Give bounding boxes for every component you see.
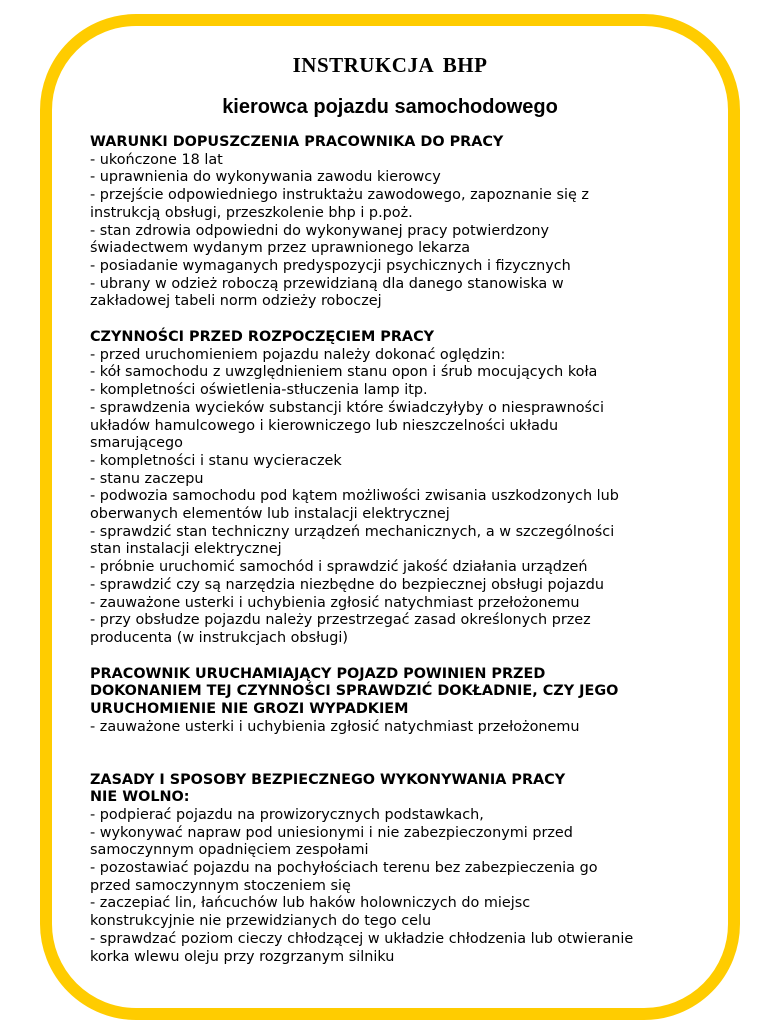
section-heading: WARUNKI DOPUSZCZENIA PRACOWNIKA DO PRACY [90,134,504,150]
section-heading: NIE WOLNO: [90,789,190,806]
text-line: stan instalacji elektrycznej [90,541,282,558]
document-title: INSTRUKCJA BHP [292,53,488,77]
text-line: oberwanych elementów lub instalacji elektrycznej [90,506,450,523]
section-heading: DOKONANIEM TEJ CZYNNOŚCI SPRAWDZIĆ DOKŁADNIE, CZY JEGO [90,683,619,700]
text-line: przed samoczynnym stoczeniem się [90,877,351,894]
text-line: samoczynnym opadnięciem zespołami [90,842,369,859]
text-line: - uprawnienia do wykonywania zawodu kierowcy [90,169,441,186]
text-line: - ukończone 18 lat [90,151,223,168]
text-line: - podpierać pojazdu na prowizorycznych podstawkach, [90,806,484,823]
section-before-work [90,329,690,648]
text-line: korka wlewu oleju przy rozgrzanym silniku [90,948,395,965]
text-line: - posiadanie wymaganych predyspozycji psychicznych i fizycznych [90,257,571,274]
text-line: - zauważone usterki i uchybienia zgłosić natychmiast przełożonemu [90,594,580,611]
section-safe-work-rules [90,772,690,967]
text-line: smarującego [90,435,183,452]
text-line: układów hamulcowego i kierowniczego lub nieszczelności układu [90,417,559,434]
section-heading: CZYNNOŚCI PRZED ROZPOCZĘCIEM PRACY [90,329,435,346]
text-line: konstrukcyjnie nie przewidzianych do tego celu [90,913,432,930]
section-starting-vehicle [90,666,690,737]
text-line: - ubrany w odzież roboczą przewidzianą dla danego stanowiska w [90,275,564,292]
section-heading: URUCHOMIENIE NIE GROZI WYPADKIEM [90,701,409,718]
text-line: - próbnie uruchomić samochód i sprawdzić jakość działania urządzeń [90,559,588,576]
text-line: - wykonywać napraw pod uniesionymi i nie zabezpieczonymi przed [90,824,573,841]
text-line: świadectwem wydanym przez uprawnionego lekarza [90,240,471,257]
text-line: - przed uruchomieniem pojazdu należy dokonać oględzin: [90,346,506,363]
section-admission-conditions [90,134,690,311]
section-heading: PRACOWNIK URUCHAMIAJĄCY POJAZD POWINIEN PRZED [90,665,546,682]
text-line: - pozostawiać pojazdu na pochyłościach terenu bez zabezpieczenia go [90,860,598,877]
text-line: producenta (w instrukcjach obsługi) [90,629,349,646]
text-line: - przejście odpowiedniego instruktażu zawodowego, zapoznanie się z [90,187,589,204]
text-line: - zaczepiać lin, łańcuchów lub haków holowniczych do miejsc [90,895,531,912]
text-line: instrukcją obsługi, przeszkolenie bhp i p.poż. [90,204,413,221]
document-subtitle: kierowca pojazdu samochodowego [222,96,558,118]
text-line: - sprawdzać poziom cieczy chłodzącej w układzie chłodzenia lub otwieranie [90,930,634,947]
text-line: - kompletności i stanu wycieraczek [90,452,342,469]
text-line: - stanu zaczepu [90,470,204,487]
text-line: - zauważone usterki i uchybienia zgłosić natychmiast przełożonemu [90,718,580,735]
text-line: - stan zdrowia odpowiedni do wykonywanej pracy potwierdzony [90,222,550,239]
text-line: zakładowej tabeli norm odzieży roboczej [90,293,382,310]
text-line: - kompletności oświetlenia-stłuczenia lamp itp. [90,382,428,399]
text-line: - kół samochodu z uwzględnieniem stanu opon i śrub mocujących koła [90,364,598,381]
section-heading: ZASADY I SPOSOBY BEZPIECZNEGO WYKONYWANIA PRACY [90,771,566,788]
text-line: - sprawdzić stan techniczny urządzeń mechanicznych, a w szczególności [90,523,615,540]
text-line: - podwozia samochodu pod kątem możliwości zwisania uszkodzonych lub [90,488,619,505]
instruction-document [90,52,690,984]
text-line: - sprawdzenia wycieków substancji które świadczyłyby o niesprawności [90,399,604,416]
spacer [90,755,690,772]
text-line: - sprawdzić czy są narzędzia niezbędne do bezpiecznej obsługi pojazdu [90,576,605,593]
text-line: - przy obsłudze pojazdu należy przestrzegać zasad określonych przez [90,612,591,629]
